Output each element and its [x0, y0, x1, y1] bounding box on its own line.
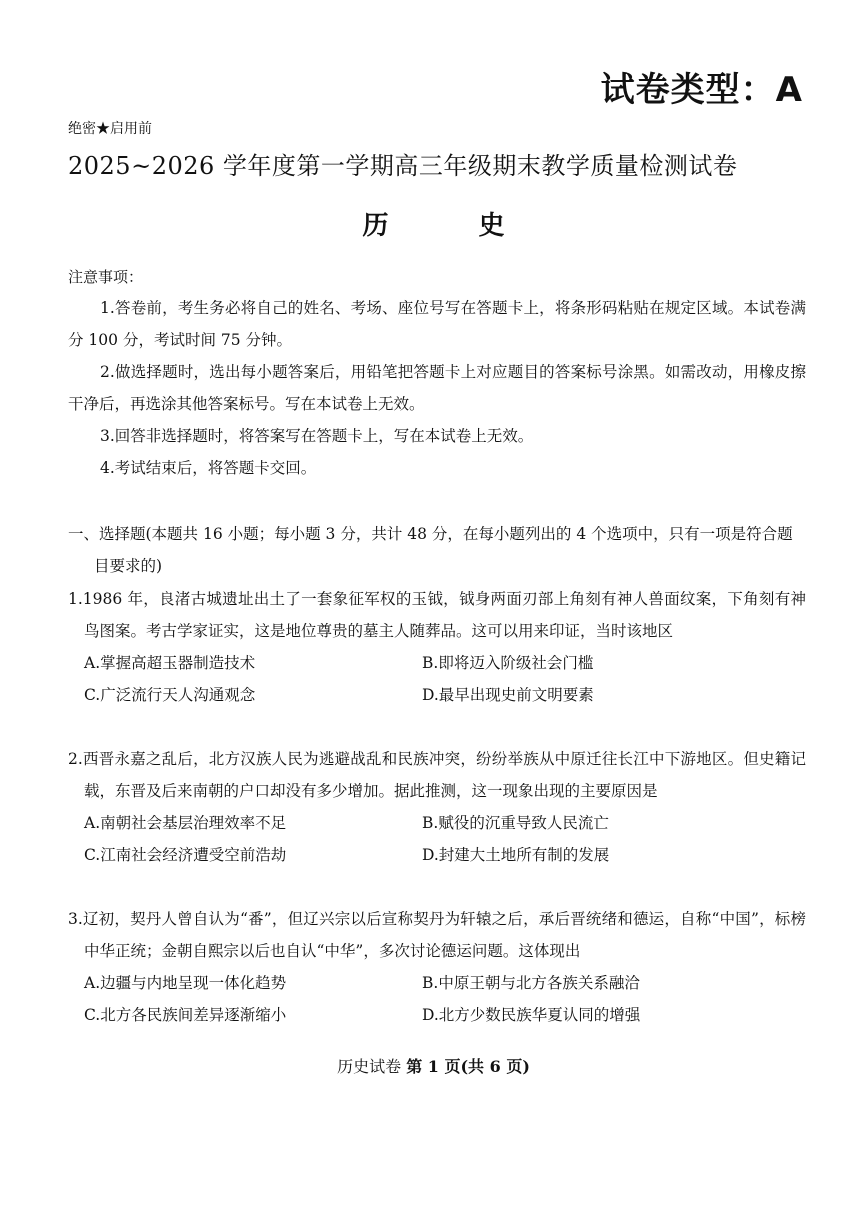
question-2: [68, 743, 806, 871]
exam-type-label: 试卷类型：A: [600, 70, 803, 110]
option-c: C.广泛流行天人沟通观念: [84, 686, 256, 704]
option-b: B.中原王朝与北方各族关系融洽: [422, 974, 640, 992]
section-heading: [68, 518, 806, 582]
notice-list: [68, 292, 806, 484]
option-d: D.最早出现史前文明要素: [422, 686, 594, 704]
exam-title: 2025~2026 学年度第一学期高三年级期末教学质量检测试卷: [68, 152, 738, 180]
notice-item-1: 1.答卷前，考生务必将自己的姓名、考场、座位号写在答题卡上，将条形码粘贴在规定区域。本试卷满分 100 分，考试时间 75 分钟。: [68, 299, 806, 349]
question-stem: 3.辽初，契丹人曾自认为“番”，但辽兴宗以后宣称契丹为轩辕之后，承后晋统绪和德运，自称“中国”，标榜中华正统；金朝自熙宗以后也自认“中华”，多次讨论德运问题。这体现出: [68, 910, 806, 960]
footer-subject: 历史试卷: [337, 1057, 402, 1076]
option-b: B.赋役的沉重导致人民流亡: [422, 814, 609, 832]
notice-item-3: 3.回答非选择题时，将答案写在答题卡上，写在本试卷上无效。: [100, 427, 534, 445]
option-a: A.边疆与内地呈现一体化趋势: [84, 974, 287, 992]
question-3: [68, 903, 806, 1031]
subject-char-2: 史: [478, 211, 505, 241]
subject-title: [0, 205, 867, 242]
option-b: B.即将迈入阶级社会门槛: [422, 654, 594, 672]
secrecy-label: 绝密★启用前: [68, 121, 152, 137]
option-group: [84, 647, 806, 711]
question-stem: 2.西晋永嘉之乱后，北方汉族人民为逃避战乱和民族冲突，纷纷举族从中原迁往长江中下游地区。但史籍记载，东晋及后来南朝的户口却没有多少增加。据此推测，这一现象出现的主要原因是: [68, 750, 806, 800]
option-d: D.北方少数民族华夏认同的增强: [422, 1006, 641, 1024]
option-group: [84, 807, 806, 871]
option-group: [84, 967, 806, 1031]
subject-char-1: 历: [362, 211, 389, 241]
notice-item-2: 2.做选择题时，选出每小题答案后，用铅笔把答题卡上对应题目的答案标号涂黑。如需改动，用橡皮擦干净后，再选涂其他答案标号。写在本试卷上无效。: [68, 363, 806, 413]
option-d: D.封建大土地所有制的发展: [422, 846, 610, 864]
option-c: C.北方各民族间差异逐渐缩小: [84, 1006, 287, 1024]
option-c: C.江南社会经济遭受空前浩劫: [84, 846, 287, 864]
notice-item-4: 4.考试结束后，将答题卡交回。: [100, 459, 317, 477]
question-1: [68, 583, 806, 711]
option-a: A.掌握高超玉器制造技术: [84, 654, 256, 672]
question-stem: 1.1986 年，良渚古城遗址出土了一套象征军权的玉钺，钺身两面刃部上角刻有神人兽面纹案，下角刻有神鸟图案。考古学家证实，这是地位尊贵的墓主人随葬品。这可以用来印证，当时该地区: [68, 590, 806, 640]
section-title: 一、选择题(本题共 16 小题；每小题 3 分，共计 48 分，在每小题列出的 4 个选项中，只有一项是符合题目要求的): [68, 525, 793, 575]
notice-heading: 注意事项：: [68, 268, 144, 286]
option-a: A.南朝社会基层治理效率不足: [84, 814, 287, 832]
page-footer: [0, 1054, 867, 1077]
page-number: 第 1 页(共 6 页): [406, 1057, 530, 1076]
